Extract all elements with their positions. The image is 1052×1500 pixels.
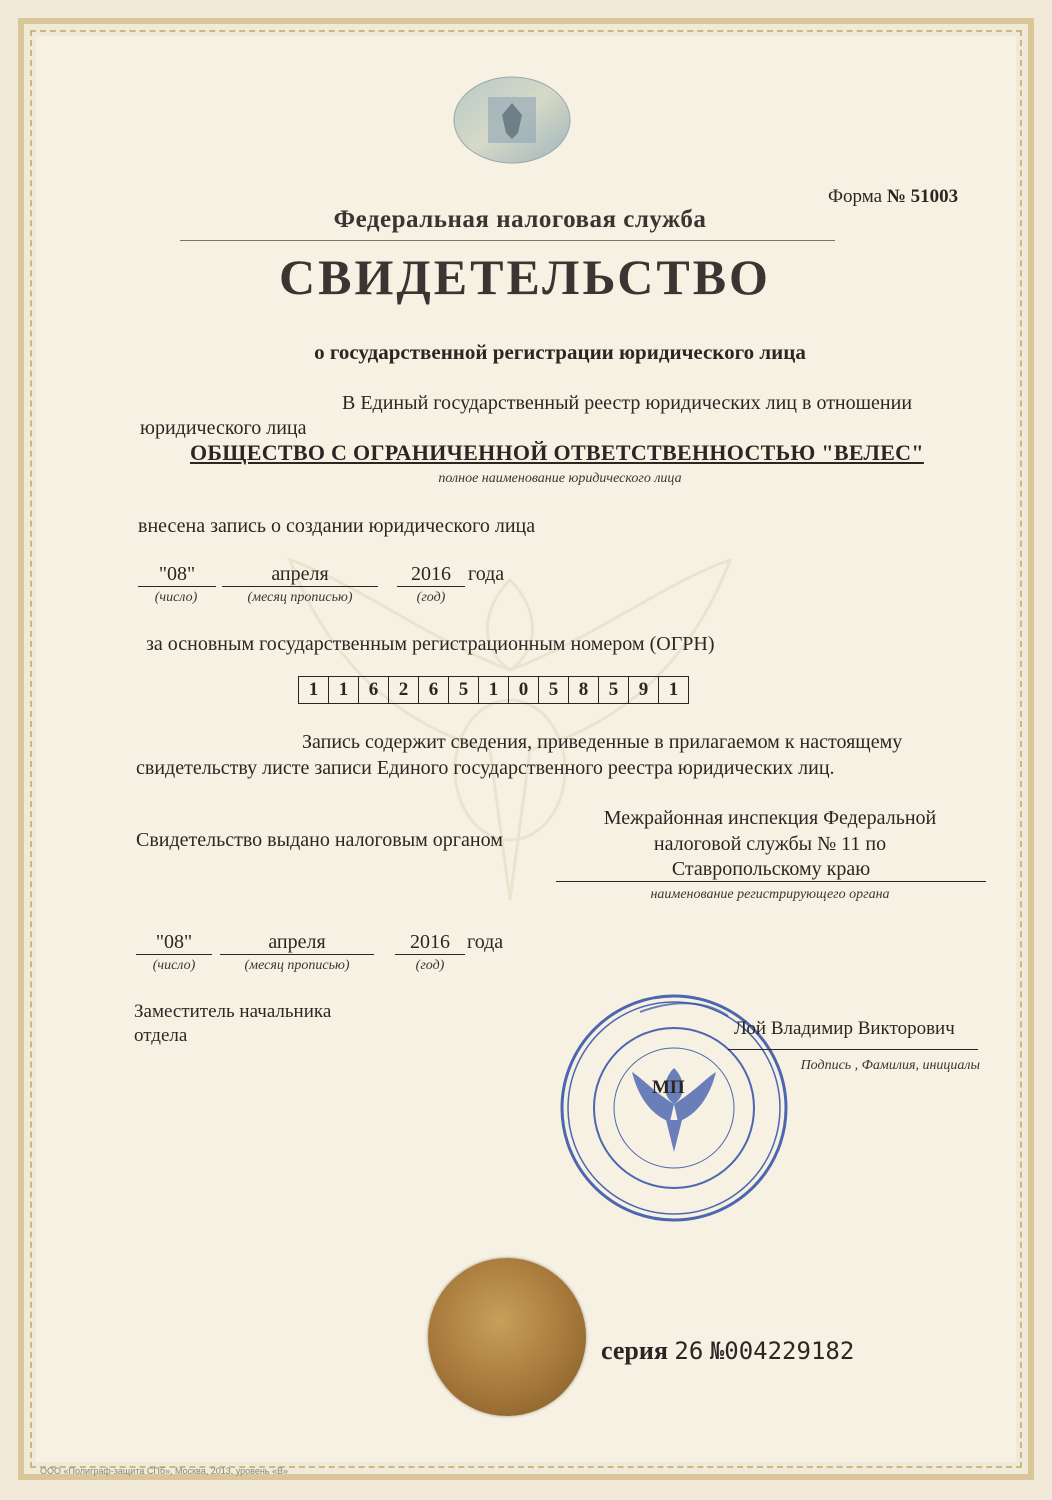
ogrn-digit: 1 [479, 677, 509, 703]
issue-date-year: 2016 [395, 931, 465, 955]
issue-date-month: апреля [220, 931, 374, 955]
issuer-line3: Ставропольскому краю [556, 858, 986, 882]
reg-date-year: 2016 [397, 563, 465, 587]
issue-date-suffix: года [467, 931, 504, 953]
series-label: серия [601, 1336, 668, 1365]
record-created-text: внесена запись о создании юридического лица [138, 515, 536, 537]
series-number: №004229182 [709, 1337, 855, 1365]
record-info-line1: Запись содержит сведения, приведенные в прилагаемом к настоящему [302, 731, 903, 753]
record-info-line2: свидетельству листе записи Единого государственного реестра юридических лиц. [136, 757, 835, 779]
issue-date-day-caption: (число) [152, 958, 196, 973]
ogrn-digit: 6 [359, 677, 389, 703]
reg-date-year-caption: (год) [416, 590, 446, 605]
ogrn-digit: 1 [329, 677, 359, 703]
issuer-line1: Межрайонная инспекция Федеральной [603, 807, 937, 829]
signature-caption: Подпись , Фамилия, инициалы [800, 1058, 980, 1073]
ogrn-digit: 1 [668, 679, 679, 700]
reg-date-suffix: года [468, 563, 505, 585]
certificate-series [601, 1336, 854, 1366]
issue-date-month-caption: (месяц прописью) [244, 958, 350, 973]
ogrn-digit: 5 [539, 677, 569, 703]
reg-date-day-caption: (число) [154, 590, 198, 605]
ogrn-digit: 8 [569, 677, 599, 703]
issuer-line2: налоговой службы № 11 по [653, 833, 887, 855]
ogrn-digit: 6 [419, 677, 449, 703]
ogrn-digit: 1 [299, 677, 329, 703]
printer-note: ООО «Полиграф-защита СПб», Москва, 2013, уровень «В» [40, 1466, 288, 1476]
signature-line [728, 1049, 978, 1050]
agency-name: Федеральная налоговая служба [333, 206, 707, 233]
issued-by-label: Свидетельство выдано налоговым органом [136, 829, 503, 851]
signer-position-line2: отдела [134, 1025, 188, 1046]
signer-position-line1: Заместитель начальника [134, 1001, 332, 1022]
intro-text-line2: юридического лица [140, 417, 307, 439]
series-code: 26 [674, 1337, 704, 1365]
ogrn-digit: 9 [629, 677, 659, 703]
organization-name: ОБЩЕСТВО С ОГРАНИЧЕННОЙ ОТВЕТСТВЕННОСТЬЮ "ВЕЛЕС" [190, 440, 924, 465]
ogrn-digit: 2 [389, 677, 419, 703]
reg-date-day: "08" [138, 563, 216, 587]
issue-date-day: "08" [136, 931, 212, 955]
ogrn-label: за основным государственным регистрационным номером (ОГРН) [146, 633, 715, 655]
reg-date-month-caption: (месяц прописью) [247, 590, 353, 605]
hologram-emblem-icon [452, 75, 572, 165]
ogrn-digit: 5 [599, 677, 629, 703]
issuer-caption: наименование регистрирующего органа [650, 887, 890, 902]
ogrn-number-boxes [298, 676, 689, 704]
stamp-place-label: МП [652, 1077, 685, 1098]
org-name-caption: полное наименование юридического лица [438, 471, 682, 486]
document-title: СВИДЕТЕЛЬСТВО [279, 249, 771, 305]
reg-date-month: апреля [222, 563, 378, 587]
ogrn-digit: 5 [449, 677, 479, 703]
intro-text-line1: В Единый государственный реестр юридических лиц в отношении [342, 392, 913, 414]
agency-underline [180, 240, 835, 241]
signer-name: Лой Владимир Викторович [734, 1018, 955, 1039]
issue-date-year-caption: (год) [415, 958, 445, 973]
form-number: Форма № 51003 [828, 186, 959, 207]
gold-seal-icon [428, 1258, 586, 1416]
ogrn-digit: 0 [509, 677, 539, 703]
document-subtitle: о государственной регистрации юридического лица [314, 340, 806, 364]
